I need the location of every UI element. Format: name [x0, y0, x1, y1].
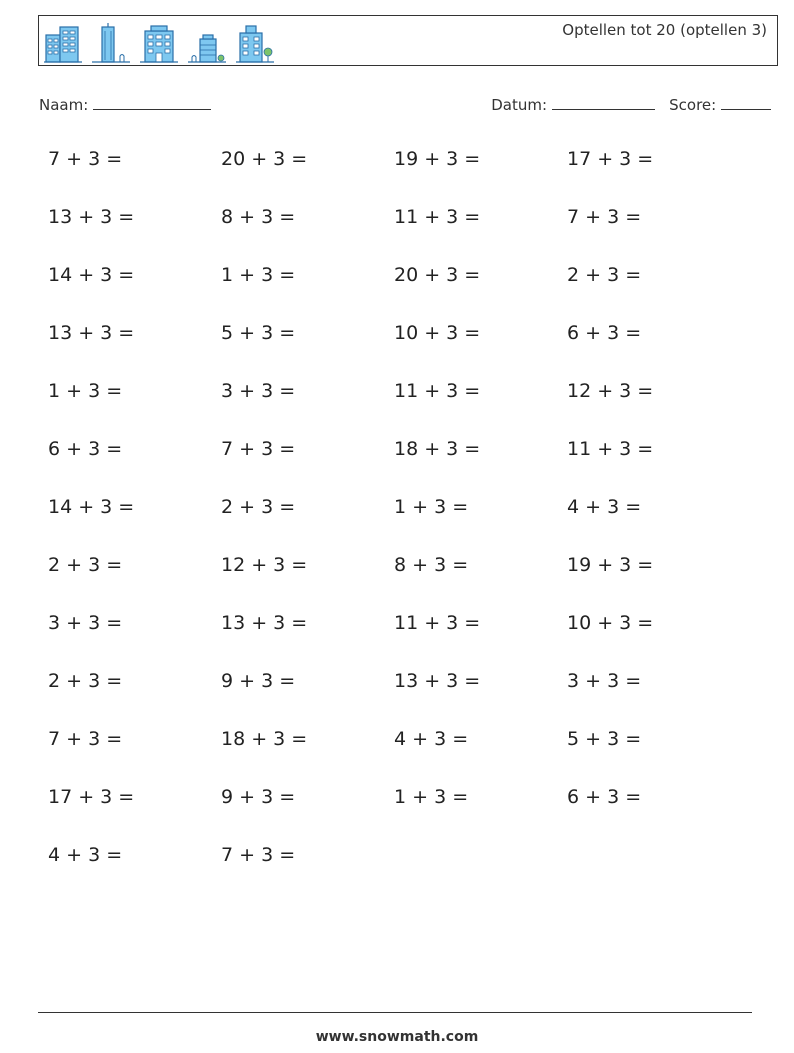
problem-row: [48, 496, 748, 554]
score-label: Score:: [669, 96, 717, 114]
problem: 19 + 3 =: [567, 554, 654, 576]
problem: 14 + 3 =: [48, 496, 135, 518]
problem: 20 + 3 =: [221, 148, 308, 170]
problem: 13 + 3 =: [48, 322, 135, 344]
problem: 8 + 3 =: [394, 554, 469, 576]
footer-website: www.snowmath.com: [315, 1029, 479, 1045]
problem: 1 + 3 =: [48, 380, 123, 402]
problem: 13 + 3 =: [48, 206, 135, 228]
problem: 1 + 3 =: [394, 786, 469, 808]
problem-row: [48, 728, 748, 786]
date-blank-line: [552, 93, 655, 110]
problem-row: [48, 206, 748, 264]
problem: 12 + 3 =: [567, 380, 654, 402]
building-with-tree-icon: [236, 23, 274, 63]
name-blank-line: [93, 93, 211, 110]
problem: 7 + 3 =: [567, 206, 642, 228]
problem: 17 + 3 =: [48, 786, 135, 808]
problem-grid: [48, 148, 748, 902]
problem: 20 + 3 =: [394, 264, 481, 286]
problem: 9 + 3 =: [221, 786, 296, 808]
problem: 9 + 3 =: [221, 670, 296, 692]
problem: 5 + 3 =: [567, 728, 642, 750]
problem: 3 + 3 =: [221, 380, 296, 402]
problem-row: [48, 438, 748, 496]
score-blank-line: [721, 93, 771, 110]
worksheet-header: [38, 15, 778, 66]
problem: 11 + 3 =: [394, 612, 481, 634]
problem: 6 + 3 =: [567, 322, 642, 344]
office-building-icon: [44, 23, 82, 63]
problem: 7 + 3 =: [48, 728, 123, 750]
problem-row: [48, 670, 748, 728]
problem: 18 + 3 =: [394, 438, 481, 460]
problem-row: [48, 148, 748, 206]
problem: 11 + 3 =: [394, 380, 481, 402]
problem: 4 + 3 =: [394, 728, 469, 750]
header-icons: [44, 23, 274, 63]
problem: 11 + 3 =: [567, 438, 654, 460]
problem: 11 + 3 =: [394, 206, 481, 228]
footer-divider: [38, 1012, 752, 1013]
name-field: [39, 93, 211, 114]
problem: 18 + 3 =: [221, 728, 308, 750]
problem: 1 + 3 =: [394, 496, 469, 518]
problem-row: [48, 322, 748, 380]
date-score-fields: [491, 93, 771, 114]
problem-row: [48, 264, 748, 322]
problem: 5 + 3 =: [221, 322, 296, 344]
date-label: Datum:: [491, 96, 548, 114]
problem: 17 + 3 =: [567, 148, 654, 170]
problem: 3 + 3 =: [567, 670, 642, 692]
problem: 2 + 3 =: [48, 554, 123, 576]
problem: 6 + 3 =: [48, 438, 123, 460]
problem: 12 + 3 =: [221, 554, 308, 576]
problem: 2 + 3 =: [48, 670, 123, 692]
problem: 7 + 3 =: [221, 844, 296, 866]
problem-row: [48, 786, 748, 844]
problem: 7 + 3 =: [48, 148, 123, 170]
student-info-row: [39, 93, 771, 115]
problem: 4 + 3 =: [48, 844, 123, 866]
problem: 14 + 3 =: [48, 264, 135, 286]
problem: 4 + 3 =: [567, 496, 642, 518]
problem-row: [48, 844, 748, 902]
apartment-building-icon: [140, 23, 178, 63]
problem: 19 + 3 =: [394, 148, 481, 170]
problem: 2 + 3 =: [567, 264, 642, 286]
problem-row: [48, 612, 748, 670]
tower-building-icon: [92, 23, 130, 63]
problem: 8 + 3 =: [221, 206, 296, 228]
worksheet-title: Optellen tot 20 (optellen 3): [562, 21, 767, 39]
problem: 6 + 3 =: [567, 786, 642, 808]
problem-row: [48, 380, 748, 438]
problem: 7 + 3 =: [221, 438, 296, 460]
problem: 3 + 3 =: [48, 612, 123, 634]
problem: 2 + 3 =: [221, 496, 296, 518]
small-building-icon: [188, 23, 226, 63]
name-label: Naam:: [39, 96, 89, 114]
problem: 13 + 3 =: [394, 670, 481, 692]
problem: 1 + 3 =: [221, 264, 296, 286]
problem-row: [48, 554, 748, 612]
problem: 10 + 3 =: [567, 612, 654, 634]
problem: 10 + 3 =: [394, 322, 481, 344]
problem: 13 + 3 =: [221, 612, 308, 634]
